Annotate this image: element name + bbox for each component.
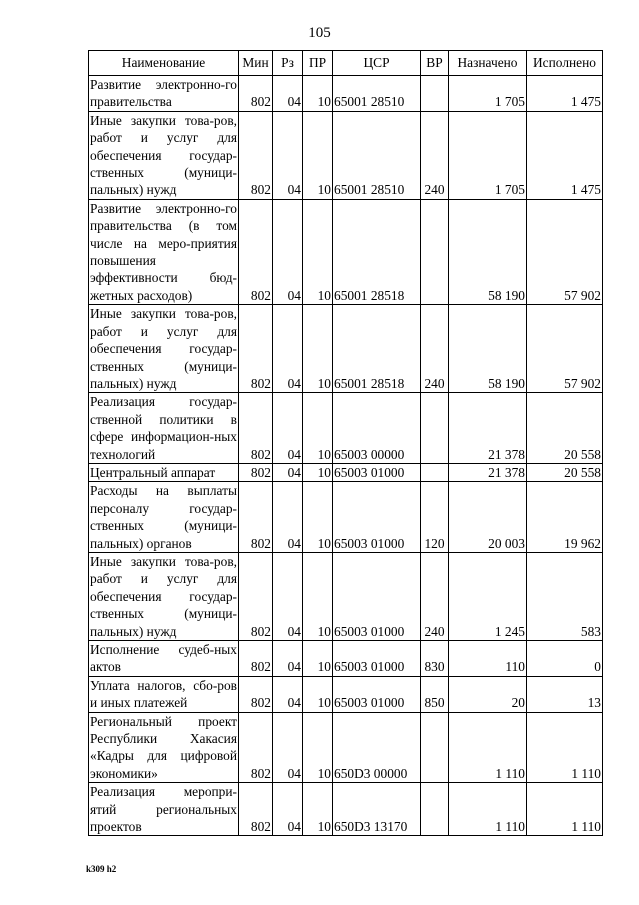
row-min-cell: 802 [239,76,273,112]
row-vr-cell: 240 [421,552,449,640]
row-assigned-cell: 21 378 [449,463,527,481]
row-rz-cell: 04 [273,76,303,112]
row-rz-cell: 04 [273,641,303,677]
row-min-cell: 802 [239,552,273,640]
row-executed-cell: 0 [527,641,603,677]
row-rz-cell: 04 [273,305,303,393]
row-vr-cell [421,463,449,481]
row-csr-cell: 650D3 00000 [333,712,421,783]
row-assigned-cell: 1 705 [449,111,527,199]
column-vr-header: ВР [421,51,449,76]
column-name-header: Наименование [89,51,239,76]
row-executed-cell: 20 558 [527,393,603,464]
row-csr-cell: 65003 01000 [333,482,421,553]
row-executed-cell: 1 475 [527,76,603,112]
row-min-cell: 802 [239,482,273,553]
row-pr-cell: 10 [303,111,333,199]
table-row [89,111,603,199]
row-rz-cell: 04 [273,783,303,836]
table-body [89,76,603,836]
row-assigned-cell: 110 [449,641,527,677]
row-assigned-cell: 58 190 [449,199,527,304]
row-executed-cell: 20 558 [527,463,603,481]
row-assigned-cell: 1 705 [449,76,527,112]
row-csr-cell: 65003 01000 [333,463,421,481]
row-executed-cell: 583 [527,552,603,640]
row-pr-cell: 10 [303,393,333,464]
table-row [89,676,603,712]
row-name-cell: Иные закупки това-ров, работ и услуг для обеспечения государ-ственных (муници-пальных) нужд [90,306,237,391]
budget-table [88,50,603,836]
row-csr-cell: 650D3 13170 [333,783,421,836]
row-name-cell: Иные закупки това-ров, работ и услуг для обеспечения государ-ственных (муници-пальных) нужд [90,553,237,639]
row-executed-cell: 1 475 [527,111,603,199]
column-rz-header: Рз [273,51,303,76]
row-executed-cell: 57 902 [527,199,603,304]
row-csr-cell: 65001 28518 [333,305,421,393]
footer-code: k309 h2 [86,864,117,874]
row-csr-cell: 65001 28518 [333,199,421,304]
row-rz-cell: 04 [273,393,303,464]
row-name-cell: Реализация меропри-ятий региональных проектов [90,784,237,835]
column-assigned-header: Назначено [449,51,527,76]
row-csr-cell: 65003 01000 [333,552,421,640]
row-pr-cell: 10 [303,76,333,112]
row-name-cell: Развитие электронно-го правительства [90,77,237,110]
row-assigned-cell: 1 245 [449,552,527,640]
page-number: 105 [308,25,331,41]
row-assigned-cell: 21 378 [449,393,527,464]
row-rz-cell: 04 [273,463,303,481]
row-vr-cell: 830 [421,641,449,677]
row-pr-cell: 10 [303,482,333,553]
row-executed-cell: 57 902 [527,305,603,393]
row-assigned-cell: 20 003 [449,482,527,553]
row-assigned-cell: 58 190 [449,305,527,393]
row-min-cell: 802 [239,783,273,836]
table-row [89,199,603,304]
row-executed-cell: 19 962 [527,482,603,553]
row-vr-cell: 240 [421,305,449,393]
column-min-header: Мин [239,51,273,76]
row-csr-cell: 65003 01000 [333,641,421,677]
row-pr-cell: 10 [303,712,333,783]
row-vr-cell: 850 [421,676,449,712]
table-row [89,393,603,464]
row-rz-cell: 04 [273,552,303,640]
row-vr-cell: 120 [421,482,449,553]
table-row [89,712,603,783]
table-row [89,305,603,393]
table-row [89,641,603,677]
row-assigned-cell: 20 [449,676,527,712]
column-csr-header: ЦСР [333,51,421,76]
row-csr-cell: 65001 28510 [333,111,421,199]
row-name-cell: Реализация государ-ственной политики в сфере информацион-ных технологий [90,394,237,462]
row-executed-cell: 1 110 [527,783,603,836]
row-rz-cell: 04 [273,676,303,712]
row-min-cell: 802 [239,641,273,677]
column-executed-header: Исполнено [527,51,603,76]
row-name-cell: Развитие электронно-го правительства (в том числе на меро-приятия повышения эффективности бюд-жетных расходов) [90,200,237,303]
row-name-cell: Исполнение судеб-ных актов [90,642,237,675]
row-pr-cell: 10 [303,641,333,677]
row-rz-cell: 04 [273,111,303,199]
table-row [89,783,603,836]
row-pr-cell: 10 [303,676,333,712]
row-pr-cell: 10 [303,463,333,481]
row-rz-cell: 04 [273,712,303,783]
row-assigned-cell: 1 110 [449,712,527,783]
column-pr-header: ПР [303,51,333,76]
row-name-cell: Иные закупки това-ров, работ и услуг для обеспечения государ-ственных (муници-пальных) нужд [90,112,237,198]
row-executed-cell: 13 [527,676,603,712]
row-vr-cell [421,393,449,464]
row-csr-cell: 65003 00000 [333,393,421,464]
row-pr-cell: 10 [303,305,333,393]
row-name-cell: Центральный аппарат [89,463,239,481]
row-pr-cell: 10 [303,783,333,836]
row-min-cell: 802 [239,676,273,712]
row-min-cell: 802 [239,199,273,304]
row-vr-cell: 240 [421,111,449,199]
row-min-cell: 802 [239,393,273,464]
row-min-cell: 802 [239,463,273,481]
row-vr-cell [421,76,449,112]
row-assigned-cell: 1 110 [449,783,527,836]
row-name-cell: Региональный проект Республики Хакасия «Кадры для цифровой экономики» [90,713,237,781]
row-rz-cell: 04 [273,482,303,553]
row-name-cell: Расходы на выплаты персоналу государ-ственных (муници-пальных) органов [90,483,237,551]
row-vr-cell [421,712,449,783]
row-executed-cell: 1 110 [527,712,603,783]
row-vr-cell [421,783,449,836]
row-min-cell: 802 [239,305,273,393]
row-min-cell: 802 [239,712,273,783]
row-pr-cell: 10 [303,552,333,640]
row-min-cell: 802 [239,111,273,199]
row-csr-cell: 65001 28510 [333,76,421,112]
row-pr-cell: 10 [303,199,333,304]
table-row [89,76,603,112]
table-header-row [89,51,603,76]
row-vr-cell [421,199,449,304]
row-csr-cell: 65003 01000 [333,676,421,712]
table-row [89,552,603,640]
row-rz-cell: 04 [273,199,303,304]
table-row [89,482,603,553]
table-row [89,463,603,481]
row-name-cell: Уплата налогов, сбо-ров и иных платежей [90,677,237,711]
